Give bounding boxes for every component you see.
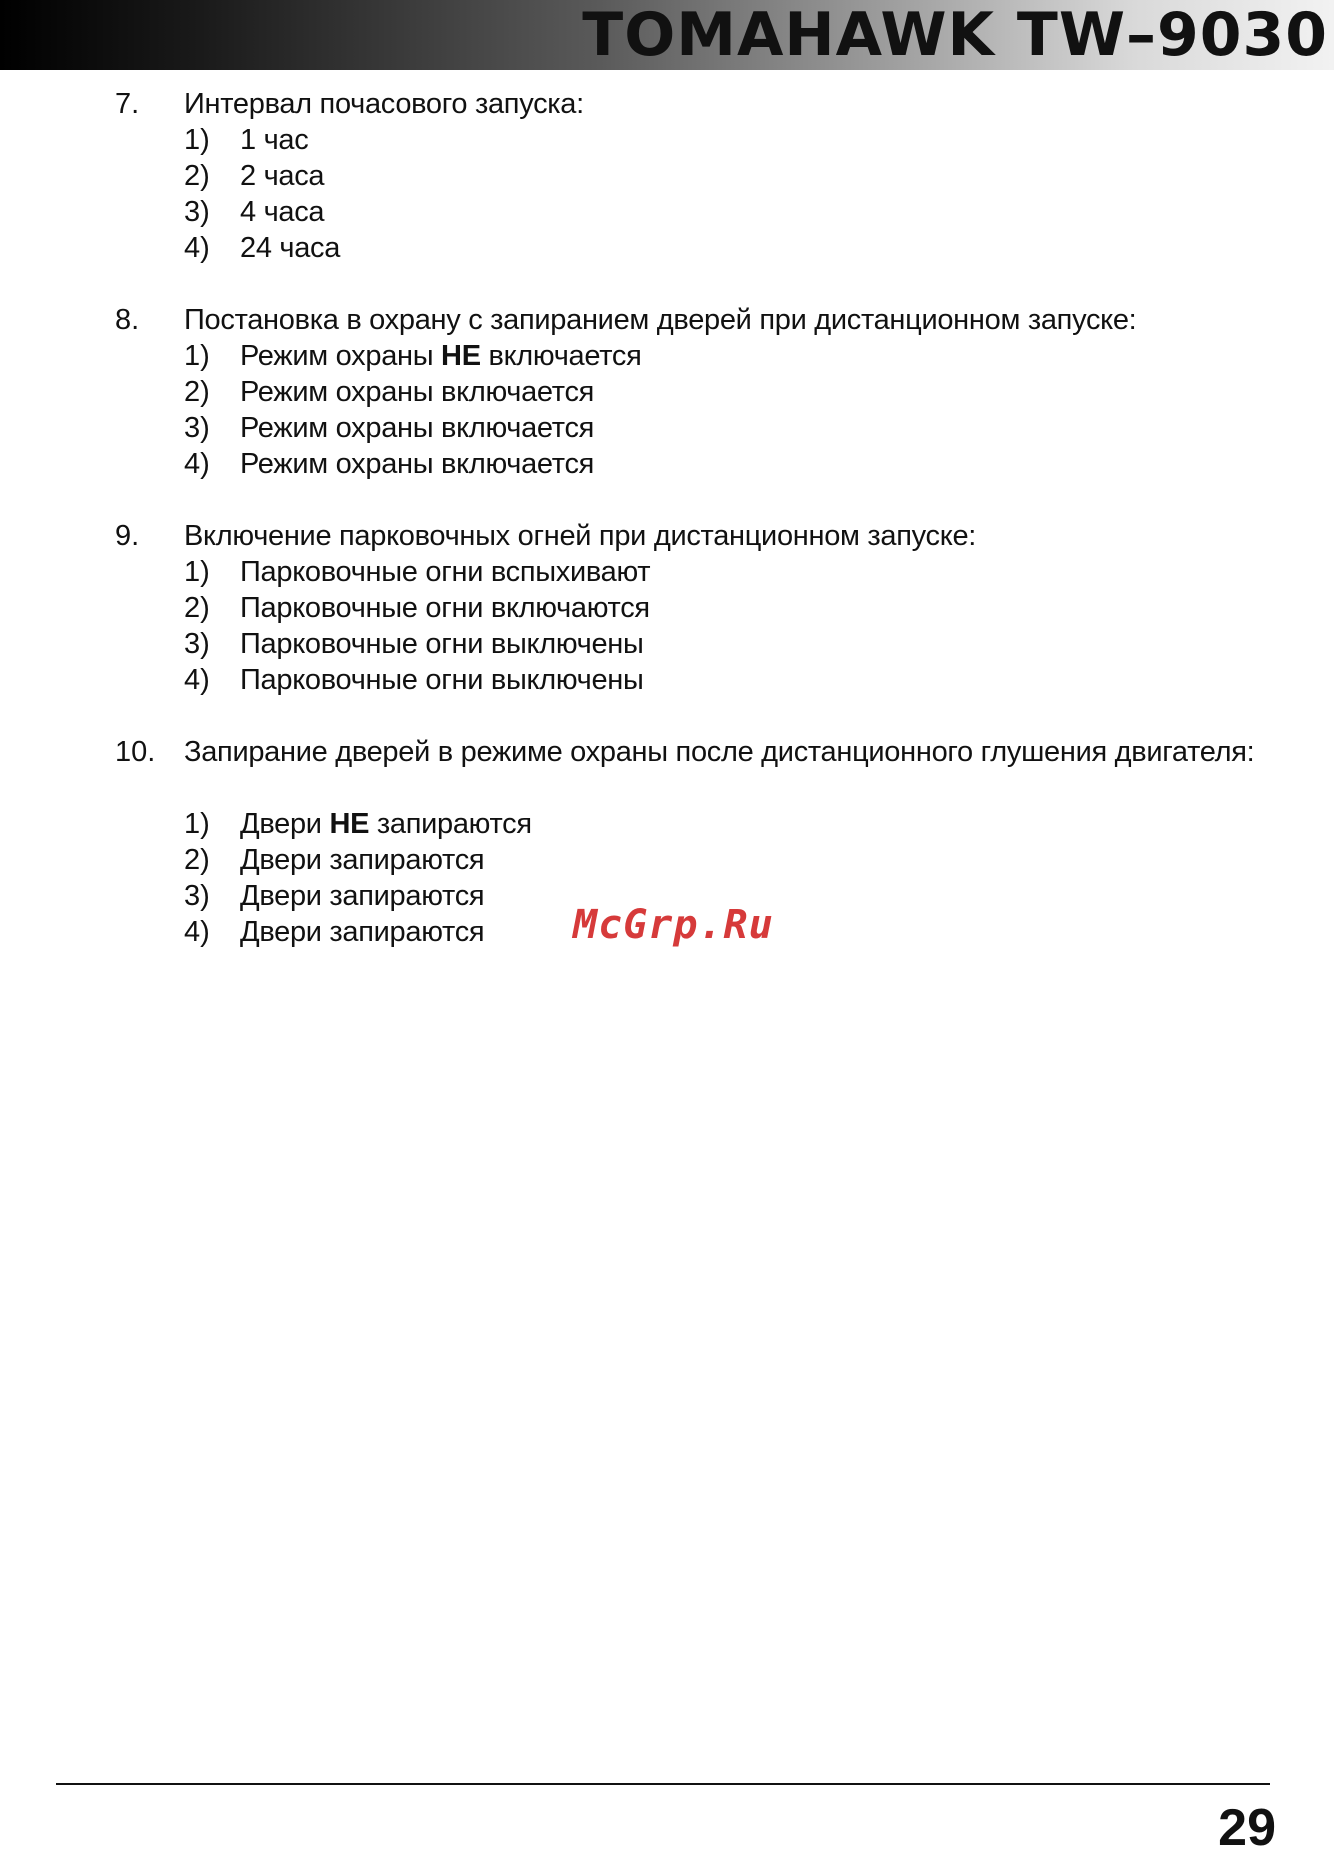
option-text: Двери запираются xyxy=(240,916,485,948)
option-text: Парковочные огни выключены xyxy=(240,628,644,660)
option-text: Двери запираются xyxy=(240,880,485,912)
option-number: 2) xyxy=(184,844,210,876)
option-text: 4 часа xyxy=(240,196,325,228)
question-number: 9. xyxy=(115,520,140,552)
option-text: Парковочные огни выключены xyxy=(240,664,644,696)
option-number: 1) xyxy=(184,556,210,588)
watermark: McGrp.Ru xyxy=(573,902,774,948)
page-number: 29 xyxy=(1218,1799,1276,1857)
option-number: 1) xyxy=(184,340,210,372)
option-number: 2) xyxy=(184,592,210,624)
option-number: 1) xyxy=(184,808,210,840)
option-number: 2) xyxy=(184,160,210,192)
question-text: Включение парковочных огней при дистанционном запуске: xyxy=(184,520,977,552)
option-text: 24 часа xyxy=(240,232,341,264)
question-number: 10. xyxy=(115,736,156,768)
option-number: 3) xyxy=(184,880,210,912)
question-text: Интервал почасового запуска: xyxy=(184,88,584,120)
option-number: 1) xyxy=(184,124,210,156)
option-number: 4) xyxy=(184,232,210,264)
option-number: 3) xyxy=(184,628,210,660)
option-text: Двери запираются xyxy=(240,844,485,876)
document-title: TOMAHAWK TW–9030 xyxy=(582,0,1328,70)
question-number: 7. xyxy=(115,88,140,120)
option-text: 1 час xyxy=(240,124,309,156)
option-text: Парковочные огни включаются xyxy=(240,592,650,624)
option-text: 2 часа xyxy=(240,160,325,192)
option-text: Режим охраны включается xyxy=(240,448,595,480)
question-number: 8. xyxy=(115,304,140,336)
option-text: Парковочные огни вспыхивают xyxy=(240,556,651,588)
option-number: 3) xyxy=(184,196,210,228)
option-number: 4) xyxy=(184,916,210,948)
option-text: Режим охраны НЕ включается xyxy=(240,340,642,372)
option-text: Режим охраны включается xyxy=(240,412,595,444)
footer-divider xyxy=(56,1783,1270,1785)
option-text: Двери НЕ запираются xyxy=(240,808,532,840)
option-number: 4) xyxy=(184,448,210,480)
option-text: Режим охраны включается xyxy=(240,376,595,408)
option-number: 3) xyxy=(184,412,210,444)
question-text: Запирание дверей в режиме охраны после дистанционного глушения двигателя: xyxy=(184,736,1255,768)
option-number: 2) xyxy=(184,376,210,408)
question-text: Постановка в охрану с запиранием дверей при дистанционном запуске: xyxy=(184,304,1137,336)
option-number: 4) xyxy=(184,664,210,696)
